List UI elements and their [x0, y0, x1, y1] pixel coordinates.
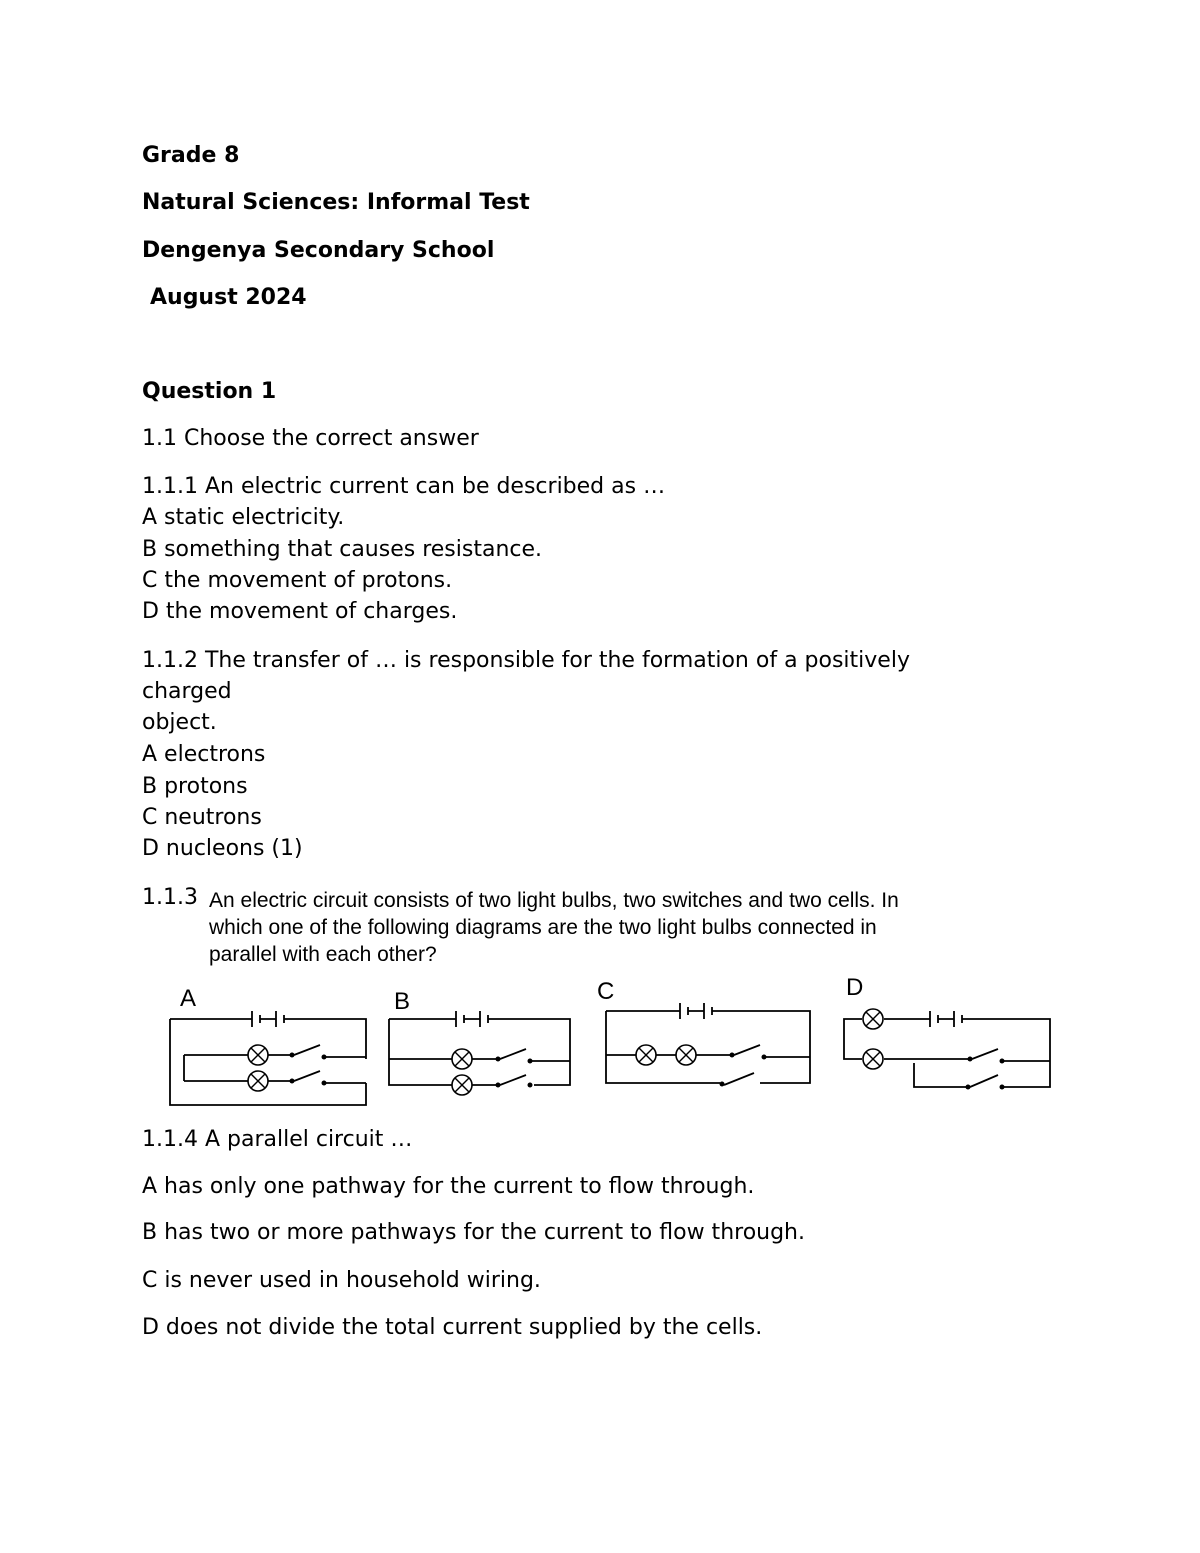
q114-option-d: D does not divide the total current supplied by the cells.: [142, 1315, 763, 1340]
bulb-icon: [863, 1049, 883, 1069]
question-title: Question 1: [142, 379, 277, 404]
q112-option-b: B protons: [142, 774, 248, 799]
switch-dot: [496, 1083, 501, 1088]
q113-line3: parallel with each other?: [209, 943, 437, 966]
q112-stem-line3: object.: [142, 710, 217, 735]
bulb-icon: [452, 1075, 472, 1095]
q112-option-a: A electrons: [142, 742, 266, 767]
q113-number: 1.1.3: [142, 885, 198, 910]
switch-dot: [1000, 1085, 1005, 1090]
switch-dot: [966, 1085, 971, 1090]
switch-dot: [322, 1081, 327, 1086]
switch-dot: [290, 1079, 295, 1084]
q112-stem-line1: 1.1.2 The transfer of … is responsible for the formation of a positively: [142, 648, 910, 673]
circuit-diagram-b: [389, 988, 570, 1095]
q113-text: [209, 887, 1009, 968]
q111-stem: 1.1.1 An electric current can be described as …: [142, 474, 666, 499]
q111-option-d: D the movement of charges.: [142, 599, 458, 624]
q111-option-a: A static electricity.: [142, 505, 345, 530]
q114-option-a: A has only one pathway for the current to flow through.: [142, 1174, 755, 1199]
bulb-icon: [248, 1071, 268, 1091]
q111-option-c: C the movement of protons.: [142, 568, 453, 593]
q112-stem-line2: charged: [142, 679, 232, 704]
diagram-label-c: C: [597, 978, 615, 1005]
q111-option-b: B something that causes resistance.: [142, 537, 543, 562]
q113-line2: which one of the following diagrams are the two light bulbs connected in: [209, 916, 877, 939]
circuit-diagrams: [160, 975, 1060, 1115]
grade-heading: Grade 8: [142, 143, 240, 168]
diagram-label-b: B: [394, 988, 411, 1015]
switch-dot: [528, 1083, 533, 1088]
diagram-label-a: A: [180, 985, 197, 1012]
q114-stem: 1.1.4 A parallel circuit …: [142, 1127, 413, 1152]
q113-line1: An electric circuit consists of two light bulbs, two switches and two cells. In: [209, 889, 899, 912]
date-heading: August 2024: [150, 285, 307, 310]
q112-option-d: D nucleons (1): [142, 836, 303, 861]
switch-dot: [968, 1057, 973, 1062]
school-heading: Dengenya Secondary School: [142, 238, 495, 263]
switch-dot: [528, 1059, 533, 1064]
q114-option-b: B has two or more pathways for the current to flow through.: [142, 1220, 805, 1245]
switch-dot: [496, 1057, 501, 1062]
switch-dot: [322, 1055, 327, 1060]
circuit-diagram-d: [844, 975, 1050, 1090]
circuit-diagram-c: [597, 978, 810, 1087]
subject-heading: Natural Sciences: Informal Test: [142, 190, 530, 215]
switch-dot: [762, 1055, 767, 1060]
q112-option-c: C neutrons: [142, 805, 262, 830]
bulb-icon: [676, 1045, 696, 1065]
bulb-icon: [863, 1009, 883, 1029]
diagram-label-d: D: [846, 975, 864, 1001]
instruction: 1.1 Choose the correct answer: [142, 426, 479, 451]
bulb-icon: [636, 1045, 656, 1065]
switch-dot: [1000, 1059, 1005, 1064]
circuit-diagram-a: [170, 985, 366, 1105]
bulb-icon: [248, 1045, 268, 1065]
switch-dot: [720, 1082, 725, 1087]
switch-dot: [290, 1053, 295, 1058]
switch-dot: [730, 1053, 735, 1058]
q114-option-c: C is never used in household wiring.: [142, 1268, 541, 1293]
bulb-icon: [452, 1049, 472, 1069]
